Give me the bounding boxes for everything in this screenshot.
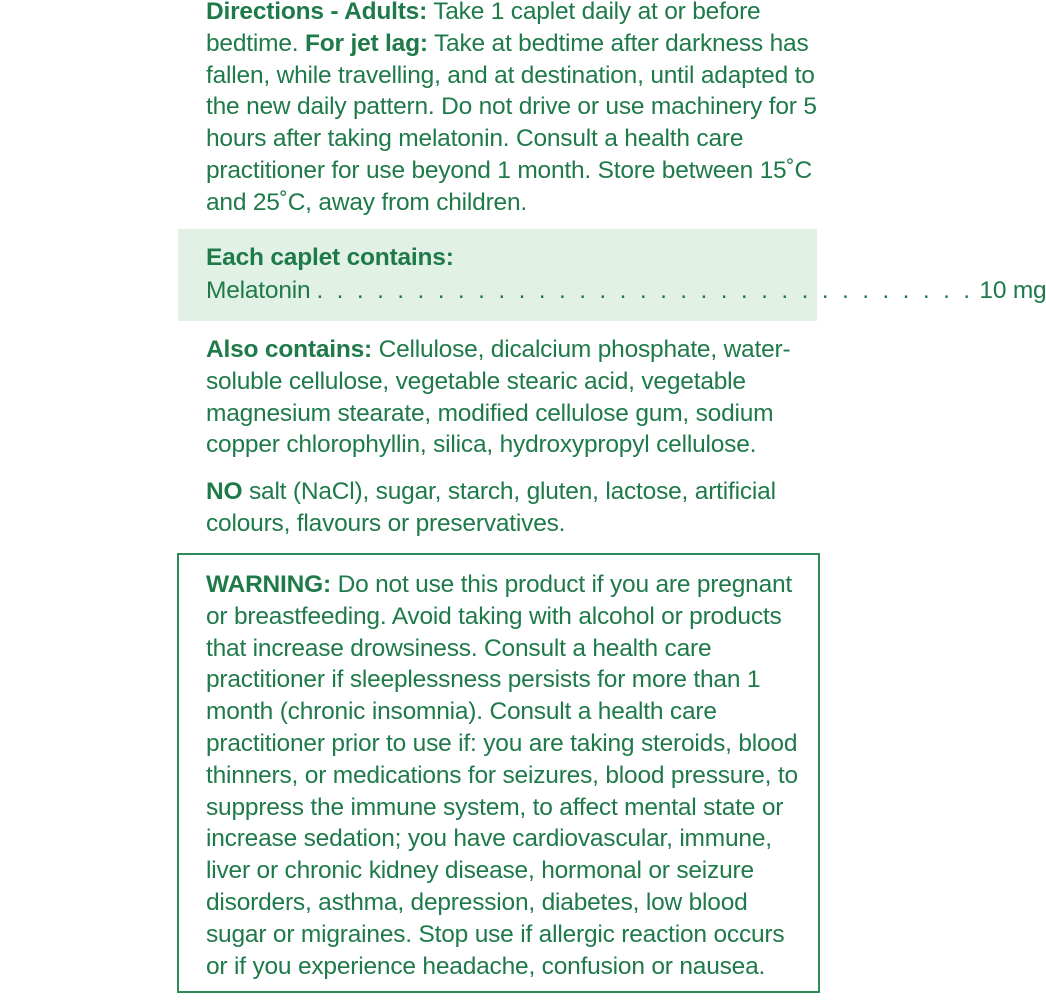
also-contains-paragraph (206, 334, 806, 461)
warning-paragraph (206, 569, 806, 982)
each-caplet-panel (178, 229, 1046, 321)
no-additives-text: salt (NaCl), sugar, starch, gluten, lactose, artificial colours, flavours or preservatives. (206, 478, 776, 537)
each-caplet-heading: Each caplet contains: (206, 244, 454, 271)
also-contains-label: Also contains: (206, 336, 372, 363)
also-contains-text: Cellulose, dicalcium phosphate, water-soluble cellulose, vegetable stearic acid, vegetable magnesium stearate, modified cellulose gum, sodium copper chlorophyllin, silica, hydroxypropyl cellulose. (206, 336, 791, 459)
warning-label: WARNING: (206, 571, 331, 598)
melatonin-row (206, 275, 1046, 307)
directions-adults-text: Take 1 caplet daily at or before bedtime. (206, 0, 761, 57)
no-additives-paragraph (206, 476, 806, 540)
directions-jetlag-label: For jet lag: (304, 29, 428, 57)
melatonin-amount: 10 mg (979, 277, 1046, 304)
melatonin-ingredient: Melatonin (206, 277, 311, 304)
directions-adults-label: Directions - Adults: (206, 0, 428, 25)
melatonin-dot-leader: . . . . . . . . . . . . . . . . . . . . . . . . . . . . . . . . . (316, 277, 974, 304)
no-additives-label: NO (206, 478, 243, 505)
directions-jetlag-text: Take at bedtime after darkness has fallen, while travelling, and at destination, until adapted to the new daily pattern. Do not drive or use machinery for 5 hours after taking melatonin. Consult a health care practitioner for use beyond 1 month. Store between 15˚C and 25˚C, away from children. (206, 29, 817, 216)
directions-paragraph (206, 0, 826, 219)
warning-box (177, 553, 820, 993)
warning-text: Do not use this product if you are pregnant or breastfeeding. Avoid taking with alcohol or products that increase drowsiness. Consult a health care practitioner if sleeplessness persists for more than 1 month (chronic insomnia). Consult a health care practitioner prior to use if: you are taking steroids, blood thinners, or medications for seizures, blood pressure, to suppress the immune system, to affect mental state or increase sedation; you have cardiovascular, immune, liver or chronic kidney disease, hormonal or seizure disorders, asthma, depression, diabetes, low blood sugar or migraines. Stop use if allergic reaction occurs or if you experience headache, confusion or nausea. (206, 571, 798, 980)
